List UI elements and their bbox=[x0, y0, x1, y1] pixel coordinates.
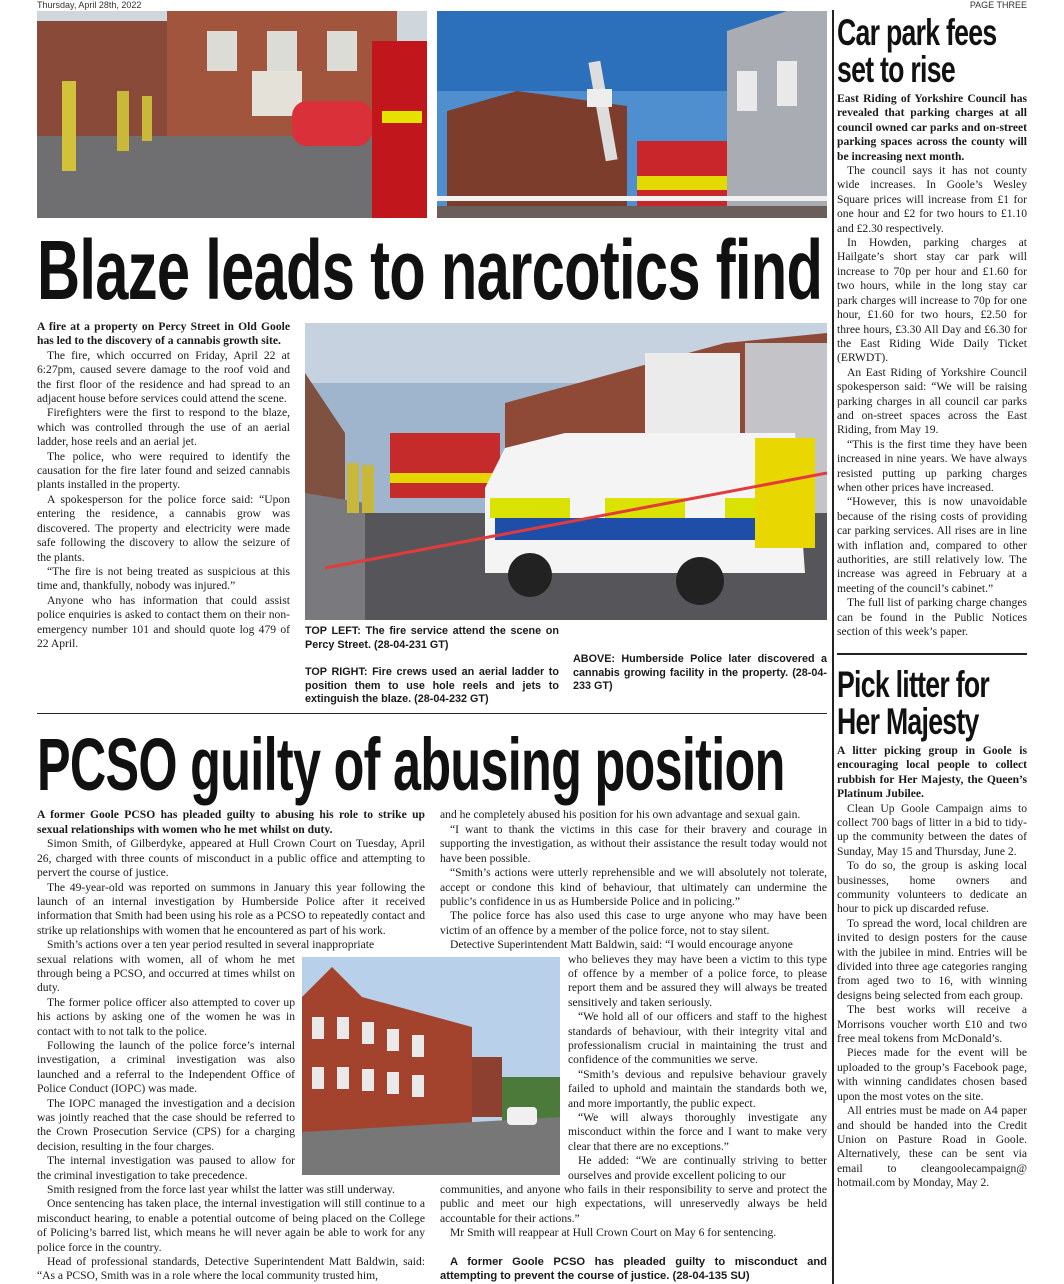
article-pcso-col1 bbox=[37, 808, 425, 1283]
article-pcso-col2 bbox=[440, 808, 827, 1283]
headline-litter-box-1 bbox=[837, 663, 1027, 705]
article-paragraph: “However, this is now unavoidable because of the rising costs of providing car parking services. All rises are in line with inflation and, compared to other authorities, are still relatively low. The increase was agreed in February at a meeting of the council’s cabinet.” bbox=[837, 495, 1027, 595]
article-paragraph: Detective Superintendent Matt Baldwin, said: “I would encourage anyone bbox=[450, 938, 793, 952]
article-paragraph: and he completely abused his position for his own advantage and sexual gain. bbox=[440, 808, 801, 822]
headline-pcso-box bbox=[37, 723, 827, 808]
article-paragraph: Head of professional standards, Detective Superintendent Matt Baldwin, said: “As a PCSO, Smith was in a role where the local community trusted him, bbox=[37, 1255, 425, 1283]
caption-pcso: A former Goole PCSO has pleaded guilty to misconduct and attempting to prevent the course of justice. (28-04-135 SU) bbox=[440, 1255, 827, 1283]
article-paragraph: who believes they may have been a victim to this type of offence by a member of a police force, to please report them and be assured they will always be treated sensitively and taken seriously. bbox=[568, 952, 827, 1009]
article-blaze-body bbox=[37, 320, 290, 707]
article-paragraph: Firefighters were the first to respond to the blaze, which was controlled through the use of an aerial ladder, hose reels and an aerial jet. bbox=[37, 406, 290, 449]
article-paragraph: “Smith’s devious and repulsive behaviour gravely failed to uphold and maintain the standards both we, and more importantly, the public expect. bbox=[568, 1067, 827, 1110]
article-paragraph: The full list of parking charge changes can be found in the Public Notices section of this week’s paper. bbox=[837, 596, 1027, 639]
column-divider bbox=[832, 10, 834, 1284]
article-paragraph: To spread the word, local children are invited to design posters for the cause with the jubilee in mind. Entries will be divided into three age categories ranging from aged two to 16, with winning designs being selected from each group. bbox=[837, 916, 1027, 1002]
article-paragraph: In Howden, parking charges at Hailgate’s short stay car park will increase to 70p per hour and £1.60 for two hours, while in the long stay car park charges will increase to 70p for one hour, £1.60 for two hours, £2.50 for three hours, £3.30 All Day and £6.30 for the East Riding Wide Daily Ticket (ERWDT). bbox=[837, 236, 1027, 365]
headline-car-park-box-2 bbox=[837, 51, 1027, 92]
article-paragraph: The fire, which occurred on Friday, April 22 at 6:27pm, caused severe damage to the roof void and the first floor of the residence and had spread to an adjacent house before services could attend the scene. bbox=[37, 348, 290, 406]
section-divider bbox=[37, 713, 827, 715]
article-paragraph: “We will always thoroughly investigate any misconduct within the force and I want to make very clear that there are no exceptions.” bbox=[568, 1111, 827, 1153]
headline-blaze: Blaze leads to narcotics find bbox=[37, 223, 823, 317]
article-paragraph: The former police officer also attempted to cover up his actions by asking one of the women he was in contact with to not talk to the police. bbox=[37, 995, 295, 1038]
article-paragraph: Smith resigned from the force last year whilst the latter was still underway. bbox=[47, 1183, 395, 1197]
caption-column-left bbox=[305, 625, 559, 707]
article-paragraph: Following the launch of the police force’s internal investigation, a criminal investigation was also launched and a referral to the Independent Office of Police Conduct (IOPC) was made. bbox=[37, 1038, 295, 1096]
article-car-park-body bbox=[837, 92, 1027, 639]
article-paragraph: An East Riding of Yorkshire Council spokesperson said: “We will be raising parking charges in all council car parks and on-street spaces across the East Riding, from May 19. bbox=[837, 365, 1027, 437]
article-paragraph: The police force has also used this case to urge anyone who may have been victim of an offence by a member of the police force, not to stay silent. bbox=[440, 909, 827, 937]
article-paragraph: Clean Up Goole Campaign aims to collect 700 bags of litter in a bid to tidy-up the community between the dates of Sunday, May 15 and Thursday, June 2. bbox=[837, 801, 1027, 858]
article-paragraph: Pieces made for the event will be uploaded to the group’s Facebook page, with winning candidates chosen based upon the most votes on the site. bbox=[837, 1046, 1027, 1103]
article-paragraph: The best works will receive a Morrisons voucher worth £10 and two free meal tokens from McDonald’s. bbox=[837, 1003, 1027, 1046]
captions-row bbox=[305, 625, 827, 707]
article-pcso-col1-mid bbox=[37, 953, 295, 1184]
headline-litter-line2: Her Majesty bbox=[837, 700, 979, 742]
article-lead: East Riding of Yorkshire Council has revealed that parking charges at all council owned car parks and on-street parking spaces across the county will be increasing next month. bbox=[837, 92, 1027, 163]
main-column bbox=[37, 11, 827, 1284]
article-paragraph: Simon Smith, of Gilberdyke, appeared at Hull Crown Court on Tuesday, April 26, charged with three counts of misconduct in a public office and attempting to pervert the course of justice. bbox=[37, 837, 425, 880]
headline-blaze-box bbox=[37, 223, 827, 320]
article-paragraph: To do so, the group is asking local businesses, home owners and community volunteers to dedicate an hour to pick up discarded refuse. bbox=[837, 859, 1027, 916]
headline-car-park-line2: set to rise bbox=[837, 49, 955, 90]
article-paragraph: He added: “We are continually striving to better ourselves and provide excellent policing to our bbox=[568, 1154, 827, 1182]
headline-car-park-box-1 bbox=[837, 14, 1027, 51]
article-paragraph: communities, and anyone who fails in their responsibility to serve and protect the public and meet our high expectations, will unreservedly always be held accountable for their actions.” bbox=[440, 1183, 827, 1225]
article-paragraph: A spokesperson for the police force said: “Upon entering the residence, a cannabis grow was discovered. The property and electricity were made safe following the discovery to allow the seizure of the plants. bbox=[37, 492, 290, 564]
article-pcso-col1-bottom bbox=[37, 1183, 425, 1284]
article-paragraph: The internal investigation was paused to allow for the criminal investigation to take precedence. bbox=[37, 1154, 295, 1182]
article-paragraph: “I want to thank the victims in this case for their bravery and courage in supporting the investigation, as without their assistance the result today would not have been possible. bbox=[440, 822, 827, 865]
article-lead: A litter picking group in Goole is encouraging local people to collect rubbish for Her Majesty, the Queen’s Platinum Jubilee. bbox=[837, 743, 1027, 801]
page-label: PAGE THREE bbox=[969, 0, 1027, 10]
issue-date: Thursday, April 28th, 2022 bbox=[37, 0, 142, 10]
article-litter-body bbox=[837, 744, 1027, 1191]
pcso-columns bbox=[37, 808, 827, 1283]
article-lead: A former Goole PCSO has pleaded guilty to abusing his role to strike up sexual relationships with women who he met whilst on duty. bbox=[37, 808, 425, 836]
caption-top-left: TOP LEFT: The fire service attend the scene on Percy Street. (28-04-231 GT) bbox=[305, 625, 559, 651]
article-paragraph: Mr Smith will reappear at Hull Crown Court on May 6 for sentencing. bbox=[450, 1226, 777, 1240]
pcso-col1-mid-row bbox=[37, 953, 425, 1184]
article-paragraph: The 49-year-old was reported on summons in January this year following the launch of an internal investigation by Humberside Police after it received information that Smith had been using his role as a PCSO to repeatedly contact and strike up relationships with women that he encountered as part of his work. bbox=[37, 880, 425, 937]
caption-above: ABOVE: Humberside Police later discovered a cannabis growing facility in the property. (28-04-233 GT) bbox=[573, 653, 827, 693]
article-paragraph: All entries must be made on A4 paper and should be handed into the Credit Union on Pasture Road in Goole. Alternatively, these can be sent via email to cleangoolecampaign@ hotmail.com by Monday, May 2. bbox=[837, 1104, 1027, 1190]
article-paragraph: “This is the first time they have been increased in nine years. We have always resisted putting up parking charges when other prices have increased. bbox=[837, 437, 1027, 494]
article-paragraph: “Smith’s actions were utterly reprehensible and we will absolutely not tolerate, accept or condone this kind of behaviour, that ultimately can undermine the public’s confidence in us as Humberside Police and in policing.” bbox=[440, 866, 827, 908]
headline-car-park-line1: Car park fees bbox=[837, 12, 997, 53]
photo-fire-crew-percy-street bbox=[37, 11, 427, 218]
article-pcso-col2-bottom bbox=[440, 1183, 827, 1283]
photo-police-van bbox=[305, 323, 827, 620]
headline-pcso: PCSO guilty of abusing position bbox=[37, 723, 785, 807]
section-divider bbox=[837, 653, 1027, 655]
article-paragraph: Anyone who has information that could assist police enquiries is asked to contact them on their non-emergency number 101 and should quote log 479 of 22 April. bbox=[37, 593, 290, 650]
article-paragraph: Once sentencing has taken place, the internal investigation will still continue to a misconduct hearing, to enable a potential outcome of being placed on the College of Policing’s barred list, which means he will never again be able to work for any police force in the country. bbox=[37, 1197, 425, 1254]
right-column bbox=[837, 14, 1027, 1191]
article-paragraph: “The fire is not being treated as suspicious at this time and, thankfully, nobody was injured.” bbox=[37, 564, 290, 593]
top-photos bbox=[37, 11, 827, 218]
article-paragraph: sexual relations with women, all of whom he met through being a PCSO, and occurred at times whilst on duty. bbox=[37, 952, 295, 995]
article-lead: A fire at a property on Percy Street in Old Goole has led to the discovery of a cannabis growth site. bbox=[37, 320, 290, 348]
caption-column-right bbox=[573, 625, 827, 707]
headline-litter-box-2 bbox=[837, 700, 1027, 744]
article-pcso-col2-mid bbox=[568, 953, 827, 1184]
article-pcso-col1-top bbox=[37, 808, 425, 952]
article-paragraph: The IOPC managed the investigation and a decision was jointly reached that the case should be referred to the Crown Prosecution Service (CPS) for a charging decision, resulting in the four charges. bbox=[37, 1096, 295, 1153]
blaze-row bbox=[37, 320, 827, 707]
article-paragraph: The police, who were required to identify the causation for the fire later found and seized cannabis plants installed in the property. bbox=[37, 449, 290, 492]
article-paragraph: The council says it has not county wide increases. In Goole’s Wesley Square prices will increase from £1 for one hour and £2 for two hours to £1.10 and £2.30 respectively. bbox=[837, 164, 1027, 235]
caption-top-right: TOP RIGHT: Fire crews used an aerial ladder to position them to use hole reels and jets to extinguish the blaze. (28-04-232 GT) bbox=[305, 666, 559, 706]
blaze-photo-block bbox=[305, 320, 827, 707]
headline-litter-line1: Pick litter for bbox=[837, 663, 990, 705]
article-paragraph: Smith’s actions over a ten year period resulted in several inappropriate bbox=[47, 938, 375, 952]
article-paragraph: “We hold all of our officers and staff to the highest standards of behaviour, with their integrity vital and professionalism crucial in maintaining the trust and confidence of the communities we serve. bbox=[568, 1010, 827, 1067]
photo-aerial-ladder bbox=[437, 11, 827, 218]
article-pcso-col2-top bbox=[440, 808, 827, 952]
